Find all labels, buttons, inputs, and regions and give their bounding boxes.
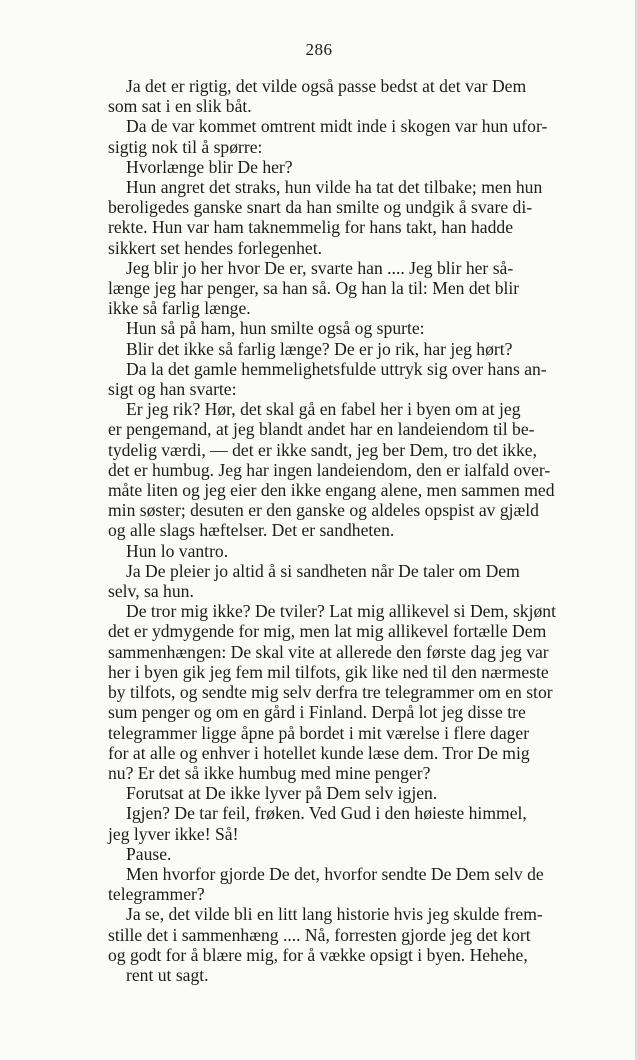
text-line: og alle slags hæftelser. Det er sandheten.: [108, 520, 395, 541]
text-line: Hun så på ham, hun smilte også og spurte:: [126, 318, 425, 339]
body-text: [108, 76, 626, 985]
text-line: Ja se, det vilde bli en litt lang historie hvis jeg skulde frem-: [126, 904, 543, 925]
text-line: telegrammer ligge åpne på bordet i mit værelse i flere dager: [108, 722, 530, 743]
text-line: det er humbug. Jeg har ingen landeiendom, den er ialfald over-: [108, 459, 551, 480]
text-line: rekte. Hun var ham taknemmelig for hans takt, han hadde: [108, 217, 514, 238]
text-line: Jeg blir jo her hvor De er, svarte han .... Jeg blir her så-: [126, 257, 514, 278]
text-line: Da la det gamle hemmelighetsfulde uttryk sig over hans an-: [126, 358, 547, 379]
text-line: selv, sa hun.: [108, 581, 194, 602]
text-line: De tror mig ikke? De tviler? Lat mig allikevel si Dem, skjønt: [126, 601, 556, 622]
text-line: måte liten og jeg eier den ikke engang alene, men sammen med: [108, 480, 555, 501]
text-line: Da de var kommet omtrent midt inde i skogen var hun ufor-: [126, 116, 548, 137]
text-line: sigtig nok til å spørre:: [108, 136, 263, 157]
text-line: Men hvorfor gjorde De det, hvorfor sendte De Dem selv de: [126, 863, 544, 884]
text-line: Ja De pleier jo altid å si sandheten når De taler om Dem: [126, 560, 520, 581]
text-line: min søster; desuten er den ganske og aldeles opspist av gjæld: [108, 500, 539, 521]
text-line: det er ydmygende for mig, men lat mig allikevel fortælle Dem: [108, 621, 547, 642]
text-line: Hun angret det straks, hun vilde ha tat det tilbake; men hun: [126, 177, 543, 198]
text-line: sigt og han svarte:: [108, 379, 237, 400]
text-line: rent ut sagt.: [126, 964, 209, 985]
text-line: tydelig værdi, — det er ikke sandt, jeg ber Dem, tro det ikke,: [108, 439, 537, 460]
text-line: Igjen? De tar feil, frøken. Ved Gud i den høieste himmel,: [126, 803, 527, 824]
text-line: for at alle og enhver i hotellet kunde læse dem. Tror De mig: [108, 742, 530, 763]
text-line: længe jeg har penger, sa han så. Og han la til: Men det blir: [108, 278, 520, 299]
text-line: by tilfots, og sendte mig selv derfra tre telegrammer om en stor: [108, 682, 553, 703]
text-line: Forutsat at De ikke lyver på Dem selv igjen.: [126, 783, 438, 804]
text-line: telegrammer?: [108, 884, 205, 905]
text-line: sum penger og om en gård i Finland. Derpå lot jeg disse tre: [108, 702, 526, 723]
text-line: sammenhængen: De skal vite at allerede den første dag jeg var: [108, 641, 549, 662]
text-line: som sat i en slik båt.: [108, 96, 252, 117]
text-line: ikke så farlig længe.: [108, 298, 251, 319]
text-line: Ja det er rigtig, det vilde også passe bedst at det var Dem: [126, 76, 527, 96]
text-line: stille det i sammenhæng .... Nå, forresten gjorde jeg det kort: [108, 924, 531, 945]
text-line: Pause.: [126, 843, 172, 864]
text-line: Er jeg rik? Hør, det skal gå en fabel her i byen om at jeg: [126, 399, 521, 420]
text-line: beroligedes ganske snart da han smilte og undgik å svare di-: [108, 197, 533, 218]
text-line: her i byen gik jeg fem mil tilfots, gik like ned til den nærmeste: [108, 661, 549, 682]
text-line: Hvorlænge blir De her?: [126, 156, 293, 177]
text-line: Hun lo vantro.: [126, 540, 229, 561]
text-line: sikkert set hendes forlegenhet.: [108, 237, 322, 258]
text-line: Blir det ikke så farlig længe? De er jo rik, har jeg hørt?: [126, 338, 513, 359]
text-line: jeg lyver ikke! Så!: [108, 823, 239, 844]
text-line: og godt for å blære mig, for å vække opsigt i byen. Hehehe,: [108, 944, 528, 965]
text-line: nu? Er det så ikke humbug med mine penger?: [108, 762, 431, 783]
page-number: 286: [305, 40, 333, 59]
text-line: er pengemand, at jeg blandt andet har en landeiendom til be-: [108, 419, 535, 440]
